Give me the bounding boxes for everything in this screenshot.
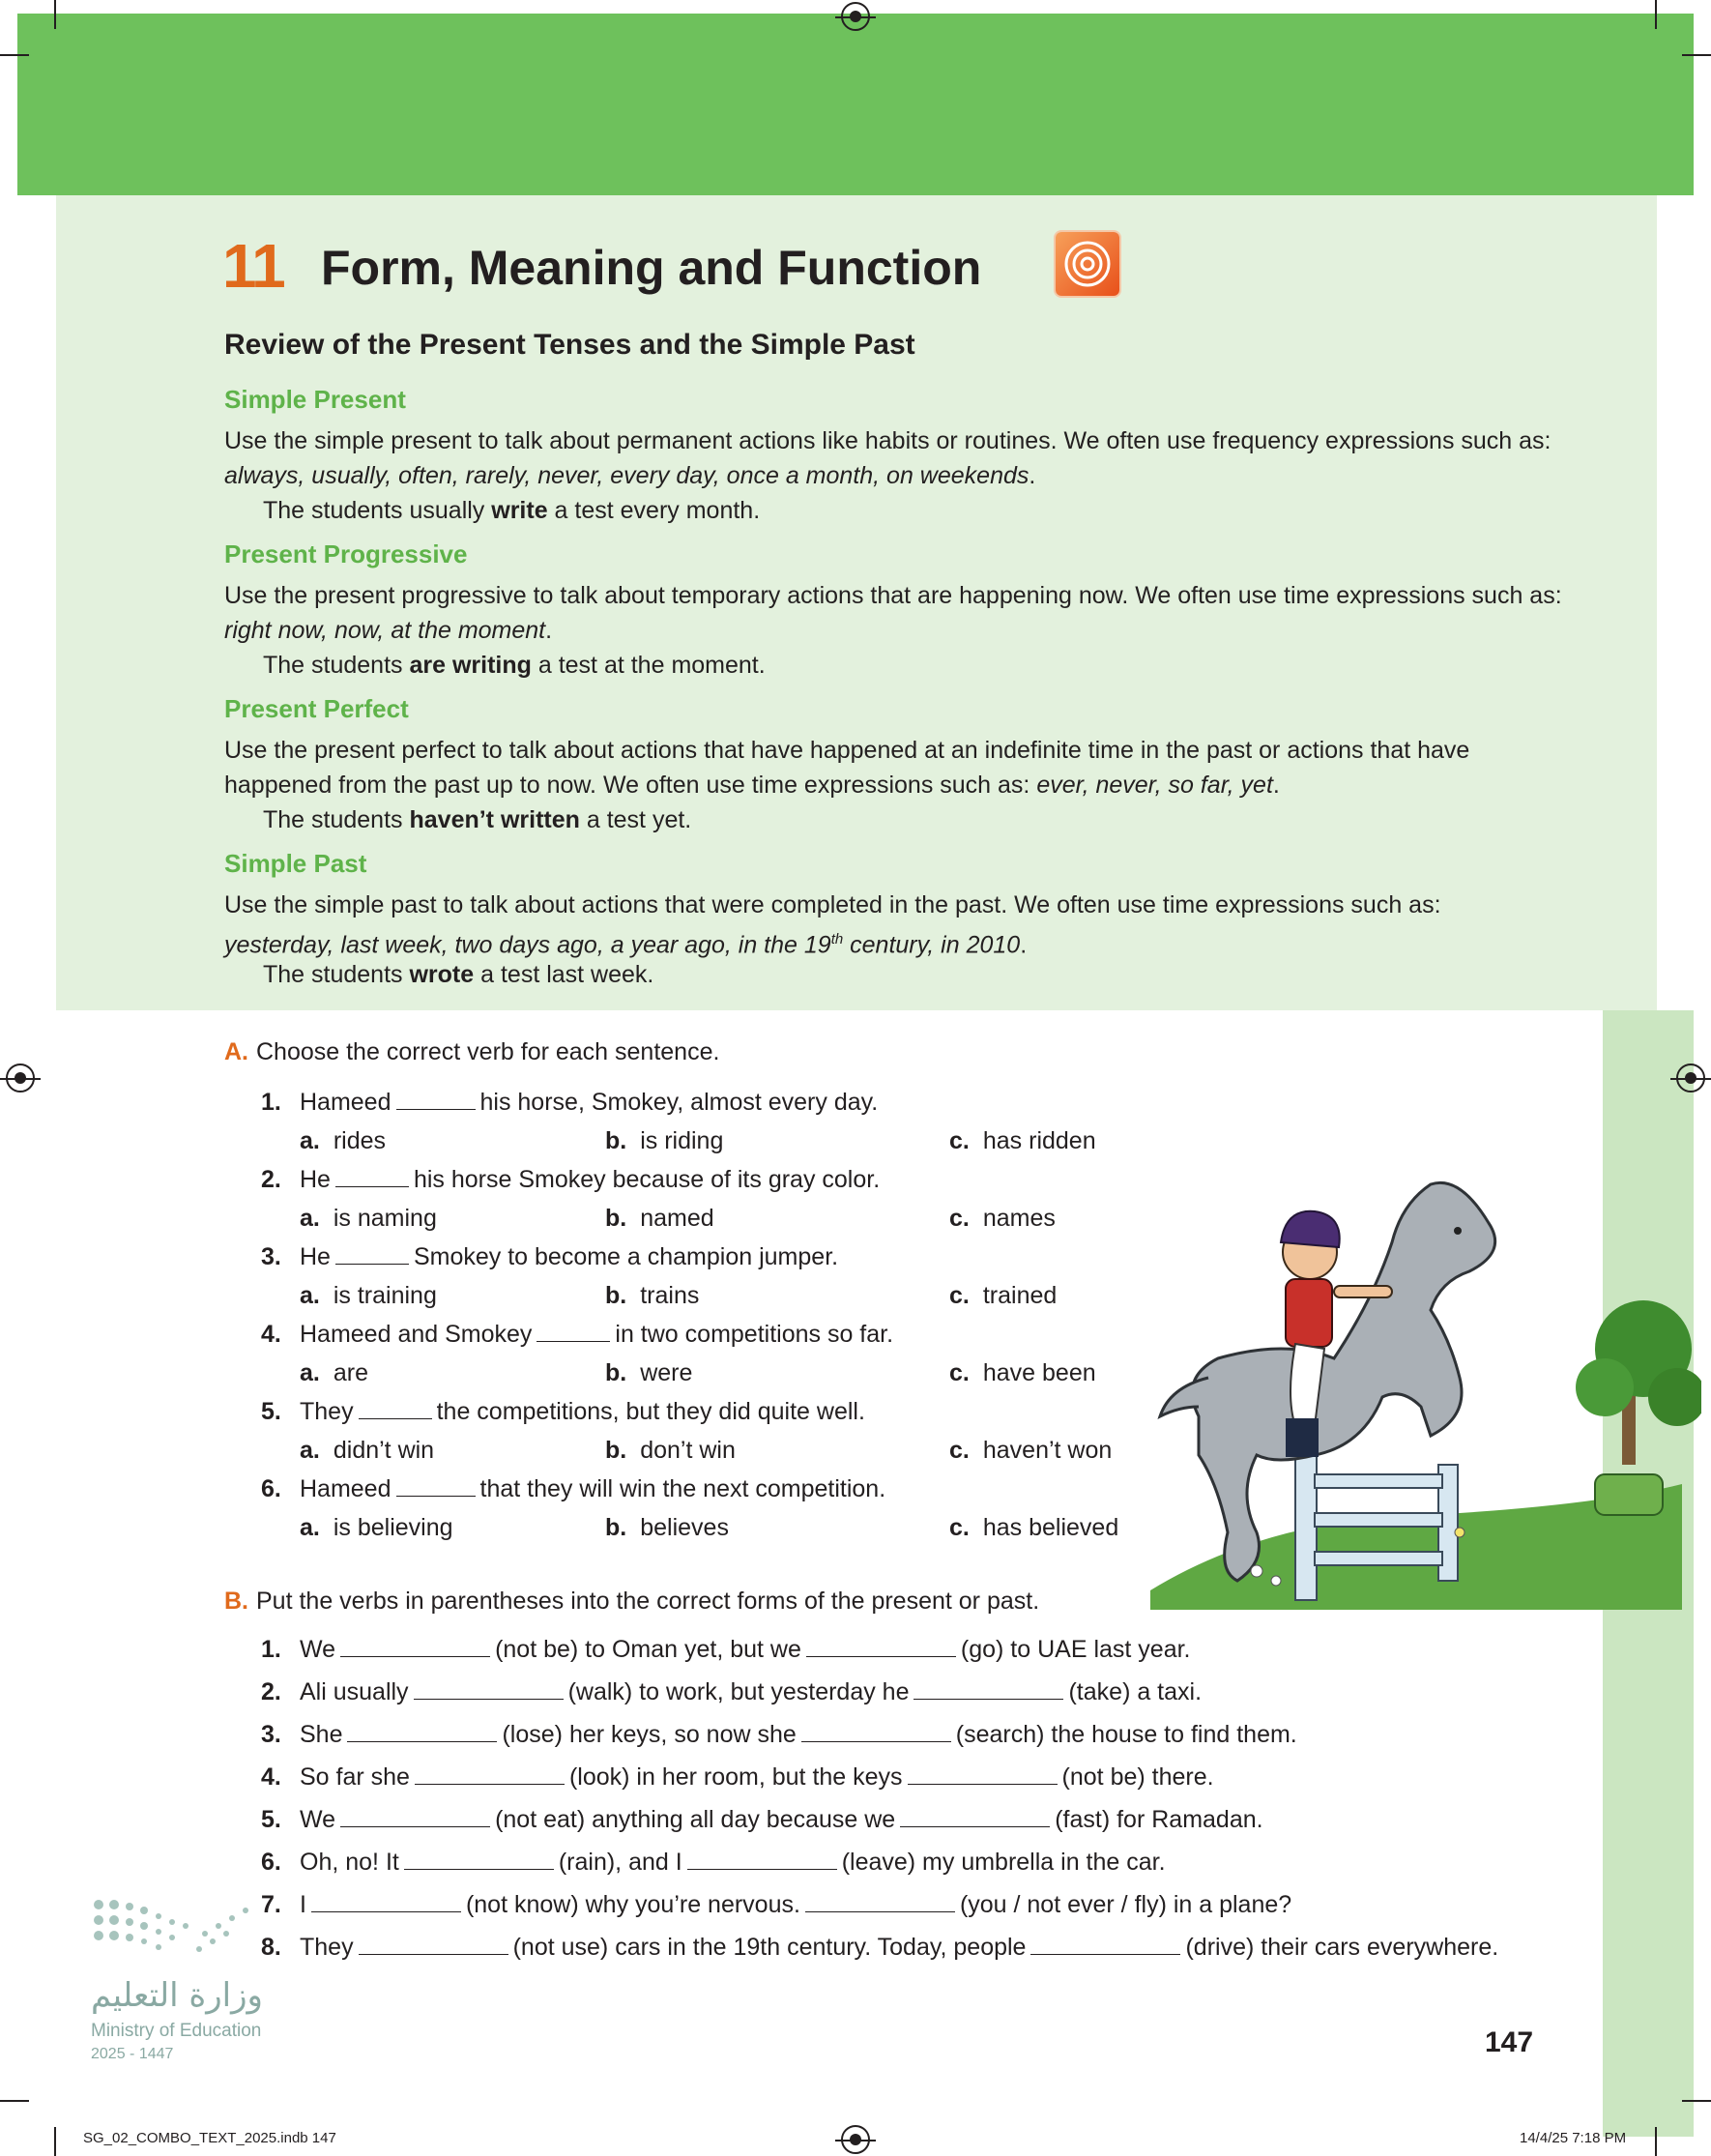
body-line: Use the simple present to talk about permanent actions like habits or routines. We often use frequency expressions such as:: [224, 427, 1552, 454]
option-letter: b.: [605, 1359, 627, 1386]
answer-blank[interactable]: [900, 1825, 1050, 1827]
exercise-letter: A.: [224, 1038, 248, 1065]
time-expressions: century, in 2010: [843, 931, 1021, 959]
exercise-b-instruction: [224, 1588, 1039, 1616]
item-number: 5.: [261, 1806, 281, 1833]
body-line: [224, 922, 1597, 962]
answer-blank[interactable]: [801, 1740, 951, 1742]
example-simple-present: [263, 497, 760, 525]
option-text: didn’t win: [333, 1437, 435, 1464]
example-simple-past: [263, 961, 653, 989]
item-sentence: [300, 1934, 1498, 1962]
sentence-start: Hameed and Smokey: [300, 1321, 533, 1348]
body-line: [224, 458, 1597, 493]
ministry-name-arabic: وزارة التعليم: [91, 1976, 263, 2015]
option-letter: a.: [300, 1127, 320, 1154]
sentence-part: (go) to UAE last year.: [960, 1636, 1191, 1663]
sentence-end: his horse Smokey because of its gray color.: [413, 1166, 881, 1193]
item-number: 2.: [261, 1678, 281, 1705]
sentence-end: the competitions, but they did quite well.: [436, 1398, 865, 1425]
sentence-part: She: [300, 1721, 343, 1748]
sentence-part: (not know) why you’re nervous.: [465, 1891, 800, 1918]
option-b[interactable]: [605, 1127, 723, 1155]
option-text: haven’t won: [982, 1437, 1113, 1464]
sentence-end: in two competitions so far.: [615, 1321, 894, 1348]
item-number: 6.: [261, 1849, 281, 1876]
example-present-progressive: [263, 652, 766, 680]
option-text: is naming: [333, 1205, 437, 1232]
option-letter: a.: [300, 1205, 320, 1232]
option-b[interactable]: [605, 1282, 699, 1310]
section-heading-present-progressive: Present Progressive: [224, 539, 468, 568]
sentence-part: (not eat) anything all day because we: [495, 1806, 896, 1833]
answer-blank[interactable]: [414, 1698, 564, 1700]
example-text: The students: [263, 961, 410, 988]
section-body-simple-past: [224, 888, 1597, 962]
answer-blank[interactable]: [335, 1185, 409, 1187]
option-letter: b.: [605, 1437, 627, 1464]
item-number: 4.: [261, 1763, 281, 1791]
sentence-end: that they will win the next competition.: [479, 1475, 886, 1502]
option-letter: c.: [949, 1437, 970, 1464]
crop-mark: [0, 54, 29, 56]
section-body-present-perfect: [224, 733, 1597, 802]
option-text: were: [640, 1359, 693, 1386]
item-sentence: [300, 1849, 1166, 1877]
sentence-start: They: [300, 1398, 354, 1425]
section-body-simple-present: [224, 423, 1597, 493]
section-heading-present-perfect: Present Perfect: [224, 694, 409, 723]
crop-mark: [1655, 2127, 1657, 2156]
body-line: [224, 613, 1597, 648]
option-letter: a.: [300, 1514, 320, 1541]
example-text: The students usually: [263, 497, 492, 524]
option-text: are: [333, 1359, 368, 1386]
answer-blank[interactable]: [908, 1783, 1058, 1785]
horse-rider-illustration: [1141, 1165, 1701, 1610]
answer-blank[interactable]: [396, 1495, 476, 1497]
hay-bale-icon: [1595, 1474, 1663, 1515]
sentence-part: (you / not ever / fly) in a plane?: [959, 1891, 1292, 1918]
item-sentence: [300, 1321, 893, 1349]
option-letter: c.: [949, 1359, 970, 1386]
answer-blank[interactable]: [536, 1340, 610, 1342]
option-letter: c.: [949, 1205, 970, 1232]
sentence-part: (look) in her room, but the keys: [568, 1763, 903, 1791]
item-number: 3.: [261, 1243, 281, 1270]
registration-mark-icon: [6, 1063, 35, 1093]
option-text: is training: [333, 1282, 437, 1309]
answer-blank[interactable]: [805, 1910, 955, 1912]
example-text: The students: [263, 806, 410, 833]
answer-blank[interactable]: [359, 1417, 432, 1419]
item-sentence: [300, 1166, 880, 1194]
option-b[interactable]: [605, 1437, 736, 1465]
option-text: has ridden: [982, 1127, 1096, 1154]
section-heading-simple-past: Simple Past: [224, 849, 367, 878]
option-text: names: [982, 1205, 1056, 1232]
sentence-part: (walk) to work, but yesterday he: [567, 1678, 910, 1705]
item-sentence: [300, 1636, 1191, 1664]
sentence-part: (fast) for Ramadan.: [1055, 1806, 1263, 1833]
sentence-start: He: [300, 1243, 331, 1270]
instruction-text: Choose the correct verb for each sentence.: [256, 1038, 720, 1065]
ministry-year: 2025 - 1447: [91, 2046, 174, 2062]
example-text: a test last week.: [474, 961, 654, 988]
option-c[interactable]: [949, 1205, 1056, 1233]
answer-blank[interactable]: [340, 1655, 490, 1657]
body-line: Use the present perfect to talk about actions that have happened at an indefinite time in the past or actions that have: [224, 737, 1470, 764]
registration-mark-icon: [841, 2125, 870, 2154]
sentence-start: He: [300, 1166, 331, 1193]
option-b[interactable]: [605, 1205, 714, 1233]
option-c[interactable]: [949, 1127, 1096, 1155]
ministry-logo-icon: [91, 1895, 255, 1963]
item-sentence: [300, 1806, 1263, 1834]
answer-blank[interactable]: [311, 1910, 461, 1912]
sentence-part: Ali usually: [300, 1678, 409, 1705]
answer-blank[interactable]: [687, 1868, 837, 1870]
section-heading-simple-present: Simple Present: [224, 385, 406, 414]
option-c[interactable]: [949, 1514, 1118, 1542]
body-line: Use the present progressive to talk about temporary actions that are happening now. We often use time expressions such as:: [224, 582, 1562, 609]
sentence-part: We: [300, 1806, 336, 1833]
review-heading: Review of the Present Tenses and the Simple Past: [224, 329, 915, 361]
crop-mark: [1655, 0, 1657, 29]
option-text: have been: [982, 1359, 1096, 1386]
crop-mark: [54, 2127, 56, 2156]
body-line: [224, 768, 1597, 802]
option-letter: b.: [605, 1282, 627, 1309]
print-date-info: 14/4/25 7:18 PM: [1520, 2130, 1627, 2146]
example-text: a test at the moment.: [531, 652, 766, 679]
registration-mark-icon: [841, 2, 870, 31]
answer-blank[interactable]: [404, 1868, 554, 1870]
crop-mark: [1682, 2100, 1711, 2102]
option-letter: b.: [605, 1205, 627, 1232]
instruction-text: Put the verbs in parentheses into the correct forms of the present or past.: [256, 1588, 1040, 1615]
option-text: named: [640, 1205, 714, 1232]
exercise-a-instruction: [224, 1038, 719, 1066]
option-b[interactable]: [605, 1514, 729, 1542]
item-number: 3.: [261, 1721, 281, 1748]
time-expressions: always, usually, often, rarely, never, every day, once a month, on weekends: [224, 462, 1030, 489]
example-verb: haven’t written: [409, 806, 580, 833]
header-band: [17, 14, 1694, 195]
item-number: 1.: [261, 1636, 281, 1663]
sentence-part: (not use) cars in the 19th century. Today, people: [512, 1934, 1027, 1961]
sentence-part: (not be) there.: [1061, 1763, 1214, 1791]
option-text: trains: [640, 1282, 700, 1309]
punctuation: .: [1029, 462, 1036, 489]
example-text: The students: [263, 652, 410, 679]
time-expressions: ever, never, so far, yet: [1036, 772, 1273, 799]
item-number: 2.: [261, 1166, 281, 1193]
option-letter: b.: [605, 1514, 627, 1541]
sentence-part: (not be) to Oman yet, but we: [495, 1636, 801, 1663]
answer-blank[interactable]: [1030, 1953, 1180, 1955]
option-letter: a.: [300, 1359, 320, 1386]
time-expressions: right now, now, at the moment: [224, 617, 546, 644]
item-sentence: [300, 1678, 1202, 1706]
item-sentence: [300, 1721, 1297, 1749]
sentence-part: Oh, no! It: [300, 1849, 399, 1876]
page-number: 147: [1485, 2026, 1534, 2058]
print-file-info: SG_02_COMBO_TEXT_2025.indb 147: [83, 2130, 336, 2146]
sentence-part: (rain), and I: [558, 1849, 682, 1876]
item-number: 4.: [261, 1321, 281, 1348]
audio-icon[interactable]: [1056, 232, 1119, 296]
option-text: is riding: [640, 1127, 724, 1154]
example-verb: write: [491, 497, 548, 524]
option-letter: b.: [605, 1127, 627, 1154]
item-number: 8.: [261, 1934, 281, 1961]
answer-blank[interactable]: [347, 1740, 497, 1742]
option-letter: c.: [949, 1282, 970, 1309]
example-verb: wrote: [409, 961, 475, 988]
registration-mark-icon: [1676, 1063, 1705, 1093]
example-text: a test every month.: [547, 497, 761, 524]
time-expressions: yesterday, last week, two days ago, a year ago, in the 19: [224, 931, 831, 959]
item-sentence: [300, 1475, 885, 1503]
crop-mark: [54, 0, 56, 29]
punctuation: .: [1272, 772, 1280, 799]
sentence-part: I: [300, 1891, 306, 1918]
answer-blank[interactable]: [335, 1263, 409, 1265]
answer-blank[interactable]: [359, 1953, 508, 1955]
option-letter: a.: [300, 1437, 320, 1464]
body-text: happened from the past up to now. We often use time expressions such as:: [224, 772, 1037, 799]
section-body-present-progressive: [224, 578, 1597, 648]
option-text: believes: [640, 1514, 729, 1541]
punctuation: .: [545, 617, 553, 644]
option-text: has believed: [982, 1514, 1119, 1541]
answer-blank[interactable]: [340, 1825, 490, 1827]
option-c[interactable]: [949, 1359, 1096, 1387]
item-sentence: [300, 1763, 1214, 1792]
lesson-number: 11: [222, 231, 284, 301]
sentence-part: (lose) her keys, so now she: [502, 1721, 797, 1748]
sentence-part: (leave) my umbrella in the car.: [841, 1849, 1166, 1876]
option-text: rides: [333, 1127, 387, 1154]
item-sentence: [300, 1089, 878, 1117]
option-a[interactable]: [300, 1514, 453, 1542]
ministry-name-english: Ministry of Education: [91, 2021, 262, 2041]
item-number: 1.: [261, 1089, 281, 1116]
option-text: is believing: [333, 1514, 453, 1541]
answer-blank[interactable]: [806, 1655, 956, 1657]
option-a[interactable]: [300, 1127, 386, 1155]
answer-blank[interactable]: [914, 1698, 1063, 1700]
option-a[interactable]: [300, 1437, 434, 1465]
item-number: 7.: [261, 1891, 281, 1918]
punctuation: .: [1020, 931, 1028, 959]
sentence-part: We: [300, 1636, 336, 1663]
item-sentence: [300, 1398, 865, 1426]
answer-blank[interactable]: [396, 1108, 476, 1110]
option-a[interactable]: [300, 1205, 437, 1233]
option-letter: c.: [949, 1514, 970, 1541]
option-text: trained: [982, 1282, 1058, 1309]
sentence-end: Smokey to become a champion jumper.: [413, 1243, 839, 1270]
sentence-part: (search) the house to find them.: [955, 1721, 1297, 1748]
option-a[interactable]: [300, 1282, 437, 1310]
item-sentence: [300, 1891, 1291, 1919]
answer-blank[interactable]: [415, 1783, 565, 1785]
crop-mark: [1682, 54, 1711, 56]
sentence-part: (take) a taxi.: [1068, 1678, 1203, 1705]
item-number: 5.: [261, 1398, 281, 1425]
sentence-start: Hameed: [300, 1089, 392, 1116]
exercise-letter: B.: [224, 1588, 248, 1615]
sentence-start: Hameed: [300, 1475, 392, 1502]
option-c[interactable]: [949, 1437, 1112, 1465]
sentence-end: his horse, Smokey, almost every day.: [479, 1089, 879, 1116]
option-b[interactable]: [605, 1359, 692, 1387]
superscript: th: [830, 931, 844, 947]
option-letter: c.: [949, 1127, 970, 1154]
lesson-title: Form, Meaning and Function: [321, 241, 982, 295]
item-sentence: [300, 1243, 838, 1271]
example-verb: are writing: [409, 652, 532, 679]
body-line: Use the simple past to talk about actions that were completed in the past. We often use time expressions such as:: [224, 891, 1441, 918]
example-text: a test yet.: [579, 806, 692, 833]
option-c[interactable]: [949, 1282, 1057, 1310]
sentence-part: They: [300, 1934, 354, 1961]
crop-mark: [0, 2100, 29, 2102]
option-letter: a.: [300, 1282, 320, 1309]
tree-icon: [1576, 1300, 1701, 1465]
option-a[interactable]: [300, 1359, 368, 1387]
sentence-part: (drive) their cars everywhere.: [1185, 1934, 1499, 1961]
example-present-perfect: [263, 806, 691, 834]
option-text: don’t win: [640, 1437, 736, 1464]
item-number: 6.: [261, 1475, 281, 1502]
sentence-part: So far she: [300, 1763, 410, 1791]
